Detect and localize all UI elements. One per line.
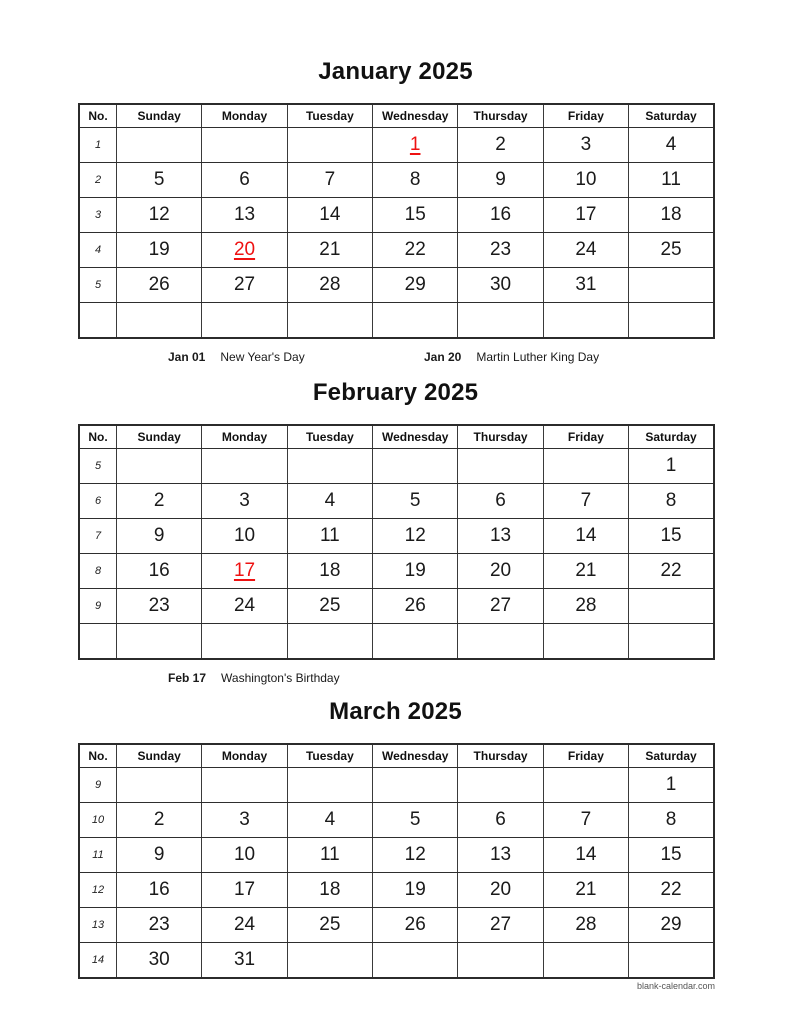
- day-cell: 13: [458, 838, 543, 873]
- day-cell: 12: [373, 519, 458, 554]
- week-row: [79, 198, 714, 233]
- day-header: Monday: [202, 104, 287, 128]
- day-cell: 31: [202, 943, 287, 979]
- day-cell: 5: [373, 484, 458, 519]
- day-cell: 10: [202, 519, 287, 554]
- calendar-table-february: [78, 424, 715, 660]
- day-cell: 17: [202, 554, 287, 589]
- month-section-january: [0, 0, 791, 364]
- week-row: [79, 908, 714, 943]
- week-number-cell: 4: [79, 233, 117, 268]
- empty-day-cell: [629, 943, 714, 979]
- site-watermark: blank-calendar.com: [636, 981, 715, 991]
- day-cell: 7: [543, 803, 628, 838]
- day-cell: 6: [202, 163, 287, 198]
- day-header: Tuesday: [287, 744, 372, 768]
- day-cell: 7: [287, 163, 372, 198]
- day-cell: 6: [458, 484, 543, 519]
- day-cell: 1: [373, 128, 458, 163]
- day-cell: 15: [373, 198, 458, 233]
- day-cell: 1: [629, 768, 714, 803]
- empty-day-cell: [373, 943, 458, 979]
- day-cell: 31: [543, 268, 628, 303]
- day-header: Sunday: [117, 104, 202, 128]
- day-cell: 2: [117, 803, 202, 838]
- holiday-name: New Year's Day: [220, 350, 305, 364]
- day-cell: 15: [629, 519, 714, 554]
- day-cell: 14: [543, 519, 628, 554]
- week-number-cell: 5: [79, 268, 117, 303]
- week-row: [79, 589, 714, 624]
- day-cell: 25: [287, 589, 372, 624]
- empty-day-cell: [117, 449, 202, 484]
- day-cell: 11: [629, 163, 714, 198]
- header-row: [79, 104, 714, 128]
- empty-day-cell: [287, 128, 372, 163]
- day-cell: 22: [629, 554, 714, 589]
- week-number-cell: 8: [79, 554, 117, 589]
- week-number-cell: 13: [79, 908, 117, 943]
- day-header: Friday: [543, 744, 628, 768]
- day-cell: 26: [373, 908, 458, 943]
- day-cell: 12: [117, 198, 202, 233]
- day-cell: 20: [458, 554, 543, 589]
- header-row: [79, 425, 714, 449]
- day-cell: 23: [117, 908, 202, 943]
- day-header: Thursday: [458, 104, 543, 128]
- day-cell: 9: [117, 838, 202, 873]
- empty-day-cell: [202, 128, 287, 163]
- week-row: [79, 449, 714, 484]
- day-header: Monday: [202, 425, 287, 449]
- day-cell: 2: [117, 484, 202, 519]
- empty-day-cell: [629, 268, 714, 303]
- empty-day-cell: [543, 303, 628, 339]
- day-cell: 24: [202, 908, 287, 943]
- day-cell: 22: [373, 233, 458, 268]
- week-number-header: No.: [79, 744, 117, 768]
- day-cell: 4: [287, 803, 372, 838]
- empty-day-cell: [543, 943, 628, 979]
- day-cell: 27: [458, 589, 543, 624]
- day-header: Wednesday: [373, 425, 458, 449]
- holiday-notes: [168, 671, 791, 685]
- empty-day-cell: [458, 303, 543, 339]
- day-cell: 19: [117, 233, 202, 268]
- week-row: [79, 943, 714, 979]
- day-cell: 30: [117, 943, 202, 979]
- day-cell: 2: [458, 128, 543, 163]
- day-header: Saturday: [629, 425, 714, 449]
- empty-day-cell: [287, 624, 372, 660]
- day-cell: 20: [458, 873, 543, 908]
- day-cell: 13: [458, 519, 543, 554]
- empty-day-cell: [543, 768, 628, 803]
- month-title: February 2025: [312, 379, 479, 406]
- empty-day-cell: [202, 303, 287, 339]
- week-number-header: No.: [79, 104, 117, 128]
- day-cell: 23: [458, 233, 543, 268]
- day-cell: 26: [117, 268, 202, 303]
- day-header: Saturday: [629, 744, 714, 768]
- day-header: Sunday: [117, 744, 202, 768]
- week-number-cell: 12: [79, 873, 117, 908]
- day-cell: 1: [629, 449, 714, 484]
- day-cell: 19: [373, 873, 458, 908]
- holiday-note: [168, 350, 424, 364]
- week-row: [79, 303, 714, 339]
- week-row: [79, 873, 714, 908]
- day-cell: 25: [629, 233, 714, 268]
- day-cell: 11: [287, 519, 372, 554]
- day-cell: 4: [287, 484, 372, 519]
- day-cell: 18: [287, 554, 372, 589]
- day-cell: 21: [543, 873, 628, 908]
- day-cell: 5: [117, 163, 202, 198]
- day-cell: 23: [117, 589, 202, 624]
- calendar-table-january: [78, 103, 715, 339]
- week-number-cell: 5: [79, 449, 117, 484]
- empty-day-cell: [117, 624, 202, 660]
- day-cell: 28: [543, 589, 628, 624]
- day-cell: 17: [202, 873, 287, 908]
- empty-day-cell: [287, 449, 372, 484]
- day-cell: 9: [117, 519, 202, 554]
- day-cell: 11: [287, 838, 372, 873]
- week-number-cell: 7: [79, 519, 117, 554]
- week-number-cell: 9: [79, 589, 117, 624]
- holiday-note: [424, 350, 680, 364]
- empty-day-cell: [117, 128, 202, 163]
- week-number-cell: 6: [79, 484, 117, 519]
- week-row: [79, 838, 714, 873]
- empty-day-cell: [202, 768, 287, 803]
- day-cell: 21: [287, 233, 372, 268]
- week-row: [79, 233, 714, 268]
- week-number-header: No.: [79, 425, 117, 449]
- holiday-date: Feb 17: [168, 671, 207, 685]
- day-cell: 26: [373, 589, 458, 624]
- day-cell: 16: [117, 554, 202, 589]
- empty-day-cell: [629, 589, 714, 624]
- day-cell: 28: [287, 268, 372, 303]
- day-cell: 14: [287, 198, 372, 233]
- day-cell: 3: [543, 128, 628, 163]
- day-cell: 15: [629, 838, 714, 873]
- week-row: [79, 268, 714, 303]
- week-number-cell: [79, 624, 117, 660]
- week-row: [79, 803, 714, 838]
- day-header: Saturday: [629, 104, 714, 128]
- empty-day-cell: [543, 624, 628, 660]
- day-cell: 16: [117, 873, 202, 908]
- empty-day-cell: [458, 624, 543, 660]
- day-header: Tuesday: [287, 425, 372, 449]
- holiday-name: Martin Luther King Day: [476, 350, 600, 364]
- day-cell: 30: [458, 268, 543, 303]
- empty-day-cell: [458, 449, 543, 484]
- day-header: Monday: [202, 744, 287, 768]
- day-header: Wednesday: [373, 744, 458, 768]
- week-row: [79, 163, 714, 198]
- day-cell: 20: [202, 233, 287, 268]
- day-header: Sunday: [117, 425, 202, 449]
- day-cell: 27: [458, 908, 543, 943]
- empty-day-cell: [629, 303, 714, 339]
- day-cell: 7: [543, 484, 628, 519]
- week-row: [79, 519, 714, 554]
- empty-day-cell: [117, 303, 202, 339]
- day-cell: 9: [458, 163, 543, 198]
- month-title: January 2025: [318, 58, 473, 85]
- day-cell: 8: [629, 803, 714, 838]
- day-cell: 3: [202, 803, 287, 838]
- empty-day-cell: [543, 449, 628, 484]
- day-header: Thursday: [458, 744, 543, 768]
- empty-day-cell: [117, 768, 202, 803]
- empty-day-cell: [458, 943, 543, 979]
- day-header: Thursday: [458, 425, 543, 449]
- day-cell: 27: [202, 268, 287, 303]
- empty-day-cell: [629, 624, 714, 660]
- holiday-notes: [168, 350, 791, 364]
- day-cell: 24: [202, 589, 287, 624]
- empty-day-cell: [287, 943, 372, 979]
- empty-day-cell: [202, 624, 287, 660]
- week-number-cell: 3: [79, 198, 117, 233]
- day-cell: 19: [373, 554, 458, 589]
- empty-day-cell: [202, 449, 287, 484]
- week-number-cell: 11: [79, 838, 117, 873]
- week-number-cell: 10: [79, 803, 117, 838]
- empty-day-cell: [287, 303, 372, 339]
- holiday-date: Jan 20: [424, 350, 462, 364]
- day-cell: 25: [287, 908, 372, 943]
- empty-day-cell: [373, 303, 458, 339]
- week-number-cell: [79, 303, 117, 339]
- month-title: March 2025: [329, 698, 462, 725]
- day-cell: 13: [202, 198, 287, 233]
- day-cell: 18: [629, 198, 714, 233]
- day-cell: 10: [543, 163, 628, 198]
- week-row: [79, 768, 714, 803]
- month-section-february: [0, 370, 791, 685]
- empty-day-cell: [458, 768, 543, 803]
- day-cell: 8: [629, 484, 714, 519]
- holiday-name: Washington's Birthday: [221, 671, 340, 685]
- header-row: [79, 744, 714, 768]
- empty-day-cell: [373, 449, 458, 484]
- week-row: [79, 554, 714, 589]
- calendar-table-march: [78, 743, 715, 979]
- day-cell: 24: [543, 233, 628, 268]
- day-cell: 8: [373, 163, 458, 198]
- week-number-cell: 1: [79, 128, 117, 163]
- day-cell: 6: [458, 803, 543, 838]
- week-number-cell: 14: [79, 943, 117, 979]
- day-cell: 16: [458, 198, 543, 233]
- day-header: Tuesday: [287, 104, 372, 128]
- day-cell: 17: [543, 198, 628, 233]
- week-row: [79, 128, 714, 163]
- day-cell: 18: [287, 873, 372, 908]
- day-cell: 21: [543, 554, 628, 589]
- empty-day-cell: [287, 768, 372, 803]
- day-cell: 29: [373, 268, 458, 303]
- day-cell: 14: [543, 838, 628, 873]
- day-cell: 28: [543, 908, 628, 943]
- holiday-date: Jan 01: [168, 350, 206, 364]
- day-cell: 3: [202, 484, 287, 519]
- month-section-march: [0, 691, 791, 979]
- empty-day-cell: [373, 768, 458, 803]
- day-cell: 29: [629, 908, 714, 943]
- week-number-cell: 9: [79, 768, 117, 803]
- week-row: [79, 484, 714, 519]
- day-cell: 4: [629, 128, 714, 163]
- day-header: Friday: [543, 425, 628, 449]
- holiday-note: [168, 671, 424, 685]
- day-cell: 5: [373, 803, 458, 838]
- week-number-cell: 2: [79, 163, 117, 198]
- week-row: [79, 624, 714, 660]
- day-cell: 12: [373, 838, 458, 873]
- day-cell: 22: [629, 873, 714, 908]
- day-header: Wednesday: [373, 104, 458, 128]
- day-cell: 10: [202, 838, 287, 873]
- day-header: Friday: [543, 104, 628, 128]
- empty-day-cell: [373, 624, 458, 660]
